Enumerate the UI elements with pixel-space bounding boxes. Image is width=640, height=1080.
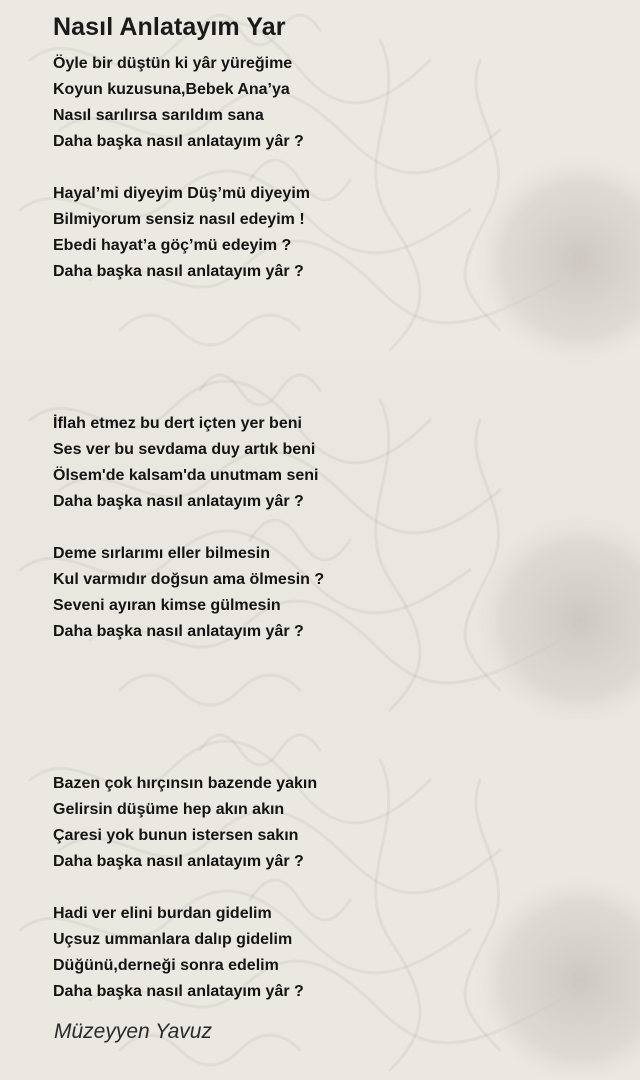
stanza xyxy=(53,51,304,155)
poem-line: Seveni ayıran kimse gülmesin xyxy=(53,597,281,614)
stanza xyxy=(53,901,304,1005)
poem-line: Gelirsin düşüme hep akın akın xyxy=(53,801,285,818)
poem-line: Nasıl sarılırsa sarıldım sana xyxy=(53,107,264,124)
poem-title: Nasıl Anlatayım Yar xyxy=(53,13,286,41)
poem-line: Düğünü,derneği sonra edelim xyxy=(53,957,279,974)
poem-line: Deme sırlarımı eller bilmesin xyxy=(53,545,270,562)
poem-line: Daha başka nasıl anlatayım yâr ? xyxy=(53,623,304,640)
poem-line: Çaresi yok bunun istersen sakın xyxy=(53,827,299,844)
poem-line: Hadi ver elini burdan gidelim xyxy=(53,905,272,922)
poem-line: Daha başka nasıl anlatayım yâr ? xyxy=(53,263,304,280)
poem-line: Hayal’mi diyeyim Düş’mü diyeyim xyxy=(53,185,310,202)
poem-line: Uçsuz ummanlara dalıp gidelim xyxy=(53,931,293,948)
stanza xyxy=(53,181,310,285)
poem-line: Ölsem'de kalsam'da unutmam seni xyxy=(53,467,319,484)
poem-line: İflah etmez bu dert içten yer beni xyxy=(53,415,302,432)
stanza xyxy=(53,541,324,645)
poem-line: Ses ver bu sevdama duy artık beni xyxy=(53,441,316,458)
poem-line: Ebedi hayat’a göç’mü edeyim ? xyxy=(53,237,292,254)
poem-line: Koyun kuzusuna,Bebek Ana’ya xyxy=(53,81,290,98)
poem-line: Daha başka nasıl anlatayım yâr ? xyxy=(53,493,304,510)
poem-line: Kul varmıdır doğsun ama ölmesin ? xyxy=(53,571,325,588)
poem-line: Daha başka nasıl anlatayım yâr ? xyxy=(53,853,304,870)
stanza xyxy=(53,411,318,515)
poem-line: Daha başka nasıl anlatayım yâr ? xyxy=(53,133,304,150)
stanza xyxy=(53,771,317,875)
poem-line: Öyle bir düştün ki yâr yüreğime xyxy=(53,55,293,72)
poem-line: Daha başka nasıl anlatayım yâr ? xyxy=(53,983,304,1000)
poem-line: Bazen çok hırçınsın bazende yakın xyxy=(53,775,318,792)
poem-author: Müzeyyen Yavuz xyxy=(54,1020,212,1043)
poem-line: Bilmiyorum sensiz nasıl edeyim ! xyxy=(53,211,305,228)
